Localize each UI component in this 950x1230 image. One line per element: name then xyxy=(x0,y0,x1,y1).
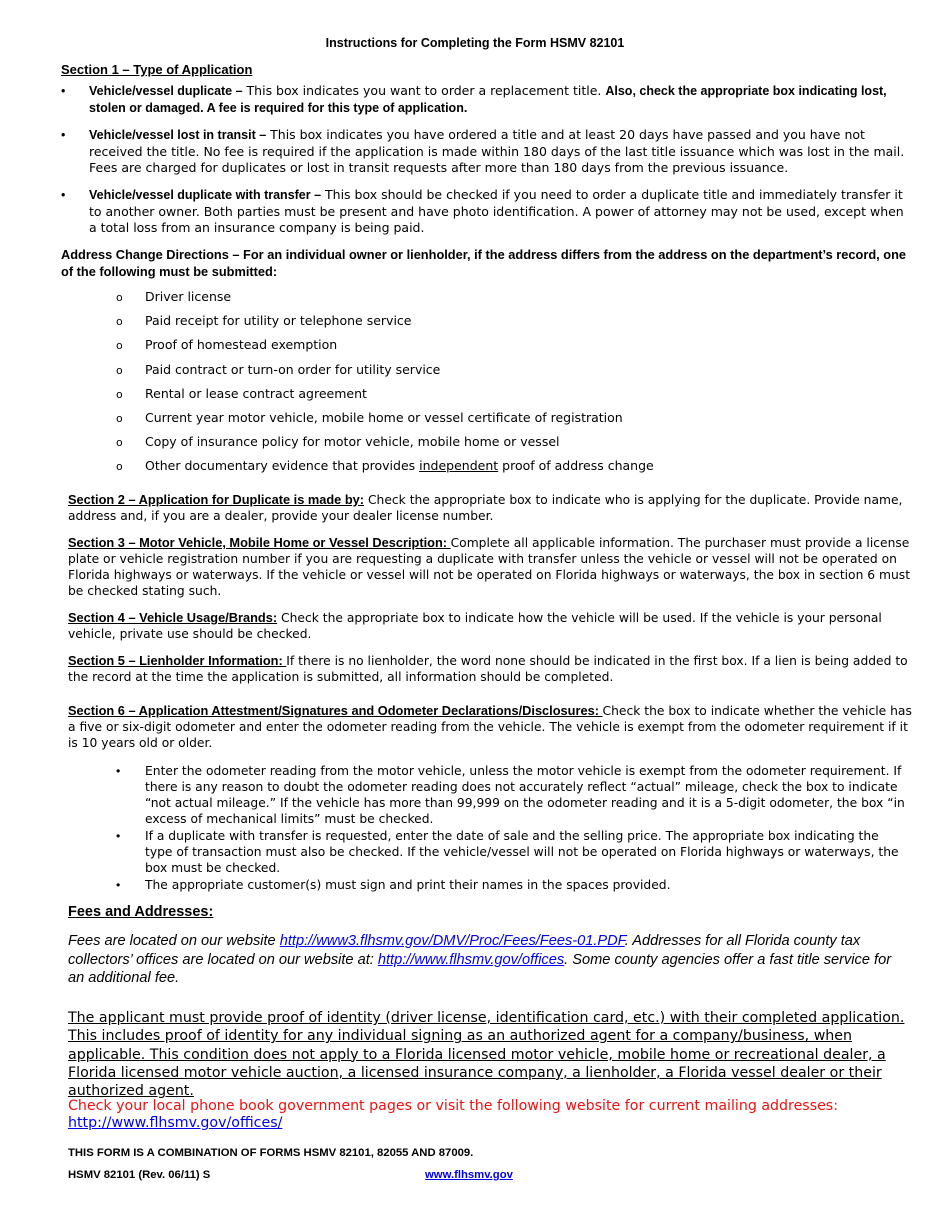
bullet-text: If a duplicate with transfer is requested, enter the date of sale and the selling price. The appropriate box indicating the type of transaction must also be checked. If the vehicle/vessel will not be operated on Florida highways or waterways, the box must be checked. xyxy=(145,829,899,875)
list-item xyxy=(116,385,876,409)
bullet-text: This box indicates you want to order a replacement title. xyxy=(242,83,606,98)
section3-paragraph xyxy=(68,535,918,599)
fees-text: . Some county agencies offer a fast title service for an additional fee. xyxy=(68,951,892,986)
fees-paragraph xyxy=(68,932,908,988)
bullet-glyph: o xyxy=(116,436,123,450)
fees-heading: Fees and Addresses: xyxy=(68,904,214,920)
section4-text: Check the appropriate box to indicate how the vehicle will be used. If the vehicle is your personal vehicle, private use should be checked. xyxy=(68,611,882,641)
list-item-text: Proof of homestead exemption xyxy=(145,337,338,353)
form-revision: HSMV 82101 (Rev. 06/11) S xyxy=(68,1169,211,1181)
list-item-text: Current year motor vehicle, mobile home or vessel certificate of registration xyxy=(145,409,623,425)
bullet-glyph: o xyxy=(116,291,123,304)
section1-bullet-duplicate xyxy=(61,83,911,116)
address-proof-list xyxy=(116,288,876,482)
section2-paragraph xyxy=(68,492,918,524)
section6-heading: Section 6 – Application Attestment/Signatures and Odometer Declarations/Disclosures: xyxy=(68,703,603,718)
section6-text: Check the box to indicate whether the vehicle has a five or six-digit odometer and enter the odometer reading from the vehicle. The vehicle is exempt from the odometer requirement if it is 10 years old or older. xyxy=(68,704,912,750)
mailing-address-note: Check your local phone book government pages or visit the following website for current mailing addresses: xyxy=(68,1098,838,1114)
list-item-text: Driver license xyxy=(145,289,232,304)
list-item xyxy=(116,457,876,481)
offices-mailing-link[interactable]: http://www.flhsmv.gov/offices/ xyxy=(68,1115,283,1131)
section2-text: Check the appropriate box to indicate who is applying for the duplicate. Provide name, address and, if you are a dealer, provide your dealer license number. xyxy=(68,493,903,523)
bullet-bold-label: Vehicle/vessel duplicate – xyxy=(89,84,243,98)
section3-heading: Section 3 – Motor Vehicle, Mobile Home or Vessel Description: xyxy=(68,535,451,550)
section6-bullet-transfer xyxy=(116,828,906,876)
bullet-glyph: • xyxy=(116,878,121,892)
list-item-text: Rental or lease contract agreement xyxy=(145,385,367,401)
section3-text: Complete all applicable information. The purchaser must provide a license plate or vehicle registration number if you are requesting a duplicate with transfer unless the vehicle or vessel will not be operated on Florida highways or waterways. If the vehicle or vessel will not be operated on Florida highways or waterways, the box in section 6 must be checked stating such. xyxy=(68,536,911,598)
bullet-bold-label: Vehicle/vessel lost in transit – xyxy=(89,128,267,142)
bullet-bold-note: Also, check the appropriate box indicating lost, stolen or damaged. A fee is required for this type of application. xyxy=(89,84,887,115)
bullet-glyph: o xyxy=(116,315,123,329)
bullet-glyph: • xyxy=(61,84,66,98)
list-item-emphasis: independent xyxy=(419,458,499,474)
section1-bullet-lost-in-transit xyxy=(61,127,911,177)
list-item-text: Paid contract or turn-on order for utility service xyxy=(145,361,441,377)
form-combination-note: THIS FORM IS A COMBINATION OF FORMS HSMV 82101, 82055 AND 87009. xyxy=(68,1147,474,1159)
bullet-glyph: o xyxy=(116,411,123,425)
section4-paragraph xyxy=(68,610,918,642)
section6-paragraph xyxy=(68,703,918,751)
address-change-heading: Address Change Directions – For an individual owner or lienholder, if the address differs from the address on the department’s record, one of the following must be submitted: xyxy=(61,247,907,279)
list-item xyxy=(116,409,876,433)
offices-link[interactable]: http://www.flhsmv.gov/offices xyxy=(377,951,565,968)
section5-paragraph xyxy=(68,653,918,685)
page-title: Instructions for Completing the Form HSMV 82101 xyxy=(325,36,625,50)
list-item-text: Copy of insurance policy for motor vehicle, mobile home or vessel xyxy=(145,434,560,450)
bullet-text: This box indicates you have ordered a title and at least 20 days have passed and you have not received the title. No fee is required if the application is made within 180 days of the last title issuance which was lost in the mail. Fees are charged for duplicates or lost in transit requests after more than 180 days from the previous issuance. xyxy=(89,127,905,175)
section1-heading: Section 1 – Type of Application xyxy=(61,62,253,77)
section1-bullet-duplicate-transfer xyxy=(61,187,911,237)
bullet-glyph: o xyxy=(116,339,123,353)
bullet-glyph: o xyxy=(116,387,123,401)
bullet-text: Enter the odometer reading from the motor vehicle, unless the motor vehicle is exempt from the odometer requirement. If there is any reason to doubt the odometer reading does not accurately reflect “actual” mileage, check the box to indicate “not actual mileage.” If the vehicle has more than 99,999 on the odometer reading and it is a 5-digit odometer, the box “in excess of mechanical limits” must be checked. xyxy=(145,764,905,826)
bullet-text: The appropriate customer(s) must sign and print their names in the spaces provided. xyxy=(145,878,671,892)
list-item-text xyxy=(145,457,654,475)
bullet-glyph: • xyxy=(116,829,121,843)
identity-note: The applicant must provide proof of identity (driver license, identification card, etc.) with their completed application. This includes proof of identity for any individual signing as an authorized agent for a company/business, when applicable. This condition does not apply to a Florida licensed motor vehicle, mobile home or recreational dealer, a Florida licensed motor vehicle auction, a licensed insurance company, a lienholder, a Florida vessel dealer or their authorized agent. xyxy=(68,1010,905,1100)
footer-website-link[interactable]: www.flhsmv.gov xyxy=(425,1169,513,1181)
bullet-glyph: o xyxy=(116,460,123,474)
section6-bullet-odometer xyxy=(116,763,906,827)
fees-schedule-link[interactable]: http://www3.flhsmv.gov/DMV/Proc/Fees/Fees-01.PDF xyxy=(279,933,625,949)
bullet-glyph: • xyxy=(61,128,66,142)
list-item xyxy=(116,361,876,385)
list-item xyxy=(116,433,876,457)
section4-heading: Section 4 – Vehicle Usage/Brands: xyxy=(68,610,278,625)
list-item xyxy=(116,288,876,312)
list-item-text: Paid receipt for utility or telephone service xyxy=(145,313,412,329)
list-item-text-pre: Other documentary evidence that provides xyxy=(145,458,420,474)
section5-heading: Section 5 – Lienholder Information: xyxy=(68,653,287,668)
fees-text: Fees are located on our website xyxy=(68,933,280,949)
list-item xyxy=(116,336,876,360)
bullet-glyph: o xyxy=(116,363,123,377)
fees-text: . Addresses for all Florida county tax collectors’ offices are located on our website at: xyxy=(68,933,861,968)
section6-bullet-signature xyxy=(116,877,906,893)
list-item xyxy=(116,312,876,336)
bullet-glyph: • xyxy=(116,764,121,778)
bullet-bold-label: Vehicle/vessel duplicate with transfer – xyxy=(89,188,322,202)
section2-heading: Section 2 – Application for Duplicate is made by: xyxy=(68,492,365,507)
list-item-text-post: proof of address change xyxy=(498,458,654,474)
bullet-text: This box should be checked if you need to order a duplicate title and immediately transfer it to another owner. Both parties must be present and have photo identification. A power of attorney may not be used, except when a total loss from an insurance company is being paid. xyxy=(89,187,904,235)
bullet-glyph: • xyxy=(61,188,66,202)
section5-text: If there is no lienholder, the word none should be indicated in the first box. If a lien is being added to the record at the time the application is submitted, all information should be completed. xyxy=(68,654,908,684)
